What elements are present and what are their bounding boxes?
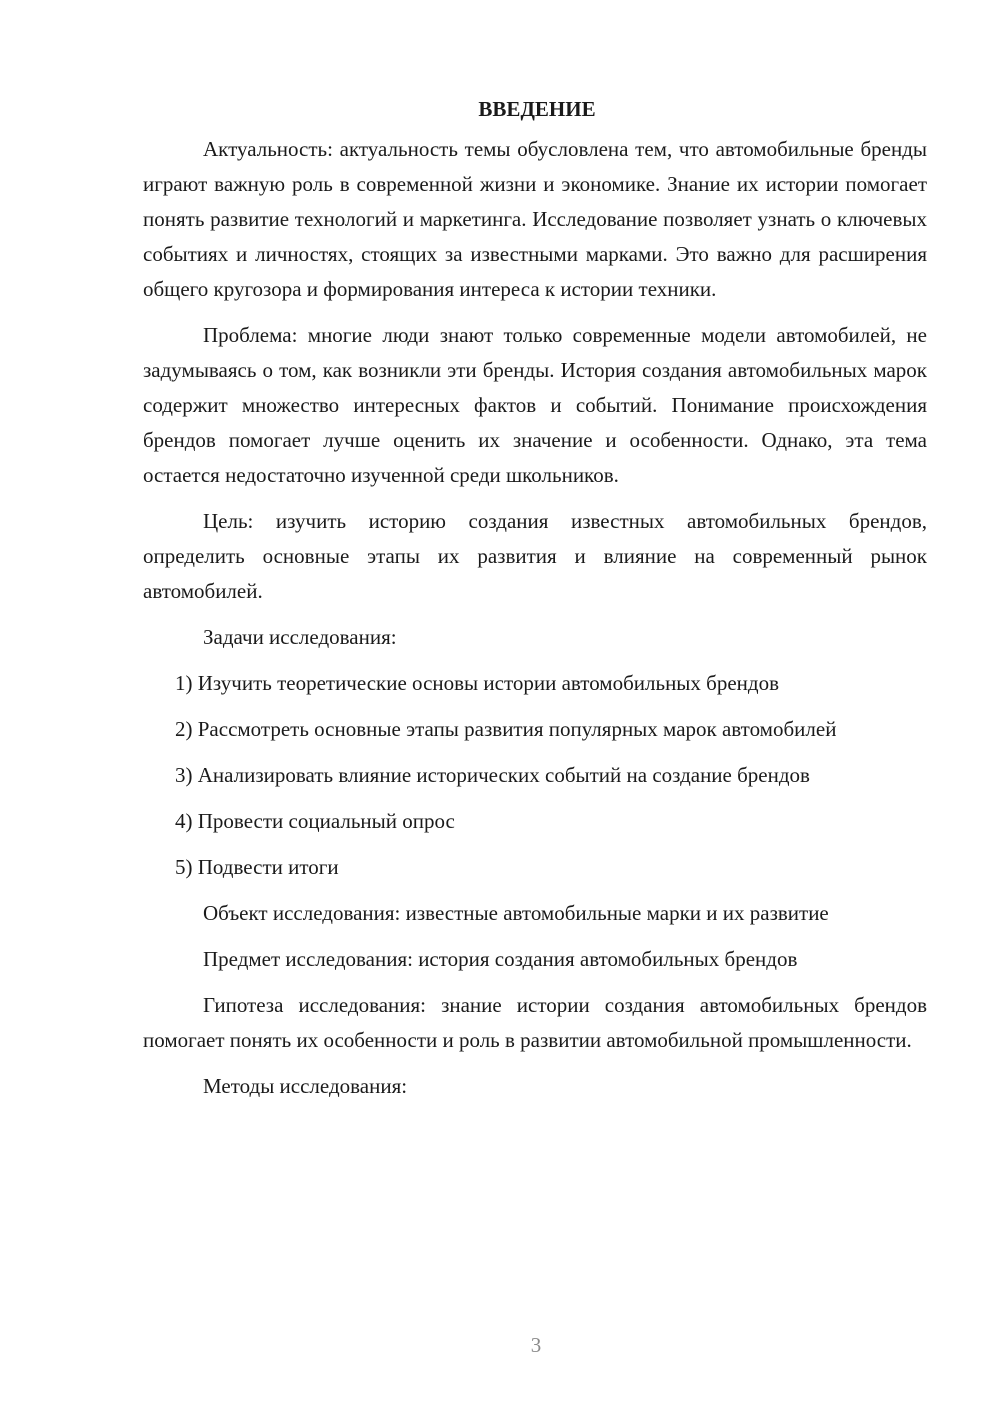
paragraph-object: Объект исследования: известные автомобильные марки и их развитие	[203, 901, 829, 925]
paragraph-subject: Предмет исследования: история создания автомобильных брендов	[203, 947, 798, 971]
task-item-5: 5) Подвести итоги	[175, 855, 339, 879]
task-item-1: 1) Изучить теоретические основы истории автомобильных брендов	[175, 671, 780, 695]
page-content	[143, 92, 927, 1115]
task-item-3: 3) Анализировать влияние исторических событий на создание брендов	[175, 763, 810, 787]
paragraph-problem: Проблема: многие люди знают только современные модели автомобилей, не задумываясь о том, как возникли эти бренды. История создания автомобильных марок содержит множество интересных фактов и событий. Понимание происхождения брендов помогает лучше оценить их значение и особенности. Однако, эта тема остается недостаточно изученной среди школьников.	[143, 323, 927, 487]
paragraph-hypothesis: Гипотеза исследования: знание истории создания автомобильных брендов помогает понять их особенности и роль в развитии автомобильной промышленности.	[143, 993, 927, 1052]
tasks-heading: Задачи исследования:	[203, 625, 397, 649]
paragraph-goal: Цель: изучить историю создания известных автомобильных брендов, определить основные этапы их развития и влияние на современный рынок автомобилей.	[143, 509, 927, 603]
task-item-4: 4) Провести социальный опрос	[175, 809, 455, 833]
paragraph-relevance: Актуальность: актуальность темы обусловлена тем, что автомобильные бренды играют важную роль в современной жизни и экономике. Знание их истории помогает понять развитие технологий и маркетинга. Исследование позволяет узнать о ключевых событиях и личностях, стоящих за известными марками. Это важно для расширения общего кругозора и формирования интереса к истории техники.	[143, 137, 927, 301]
tasks-list	[143, 666, 927, 885]
section-title: ВВЕДЕНИЕ	[478, 97, 596, 121]
page-number: 3	[530, 1333, 542, 1357]
paragraph-methods: Методы исследования:	[203, 1074, 408, 1098]
task-item-2: 2) Рассмотреть основные этапы развития популярных марок автомобилей	[175, 717, 837, 741]
